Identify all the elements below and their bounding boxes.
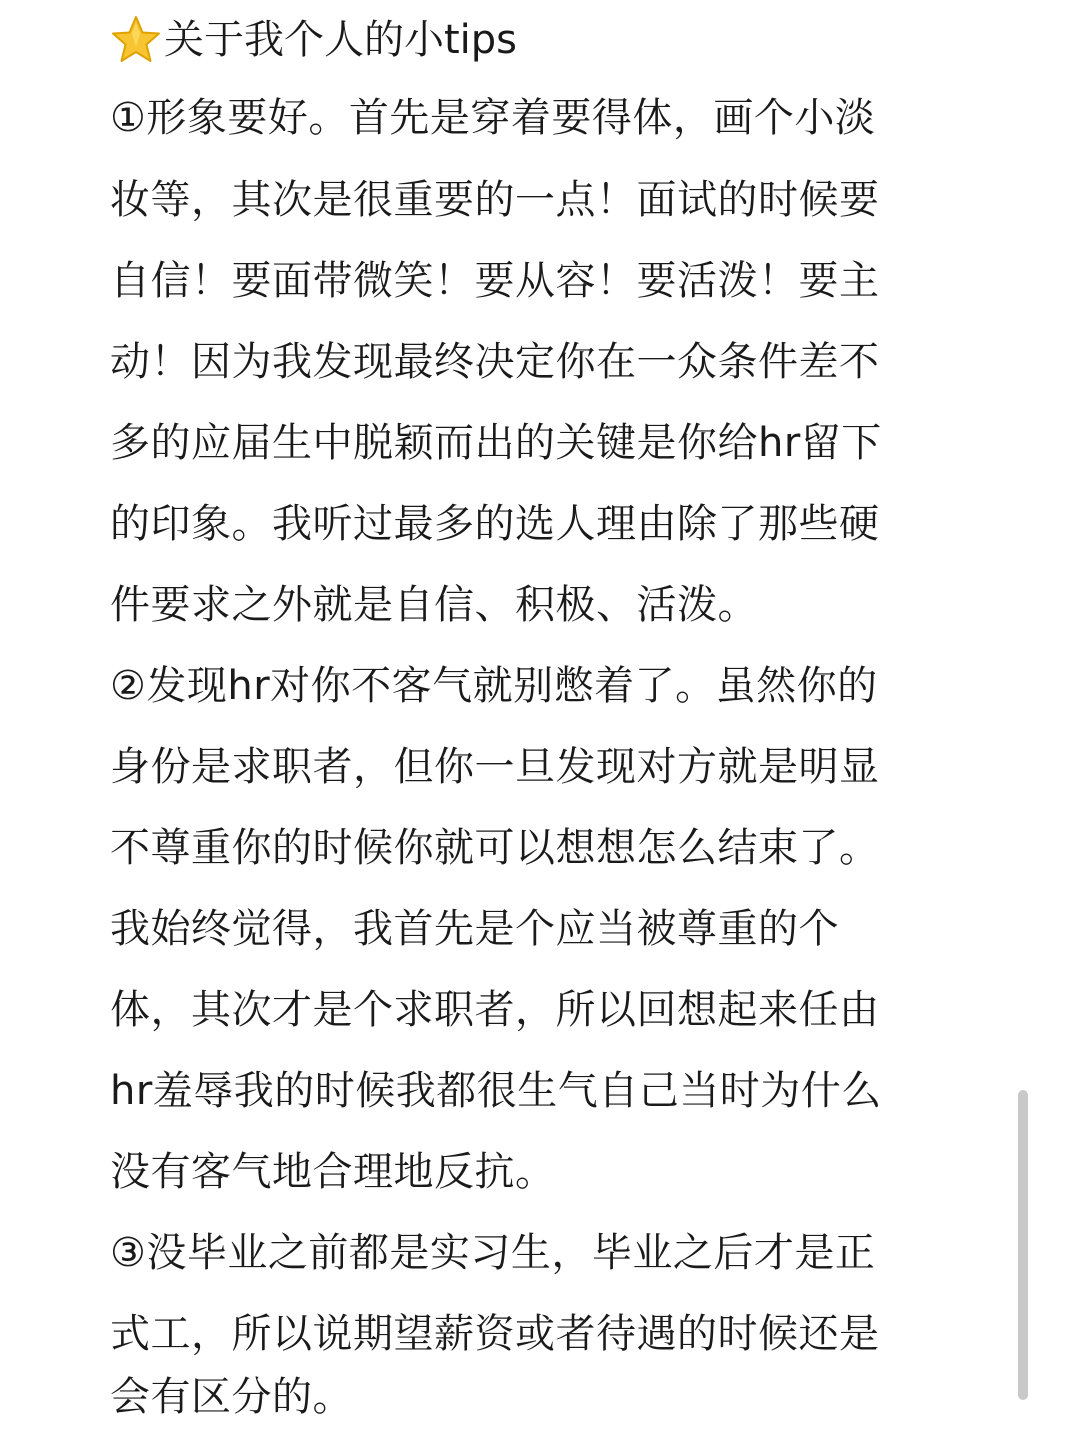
text-line: 没有客气地合理地反抗。 bbox=[110, 1149, 556, 1195]
text-line: ③没毕业之前都是实习生，毕业之后才是正 bbox=[110, 1230, 876, 1276]
text-line: ①形象要好。首先是穿着要得体，画个小淡 bbox=[110, 95, 876, 141]
text-line: 妆等，其次是很重要的一点！面试的时候要 bbox=[110, 177, 880, 223]
text-line: hr羞辱我的时候我都很生气自己当时为什么 bbox=[110, 1068, 882, 1114]
text-line: 自信！要面带微笑！要从容！要活泼！要主 bbox=[110, 258, 880, 304]
text-line: 的印象。我听过最多的选人理由除了那些硬 bbox=[110, 501, 880, 547]
text-line: 动！因为我发现最终决定你在一众条件差不 bbox=[110, 339, 880, 385]
star-icon bbox=[110, 14, 162, 66]
text-line: ②发现hr对你不客气就别憋着了。虽然你的 bbox=[110, 663, 878, 709]
text-line: 不尊重你的时候你就可以想想怎么结束了。 bbox=[110, 825, 880, 871]
text-line: 身份是求职者，但你一旦发现对方就是明显 bbox=[110, 744, 880, 790]
scrollbar[interactable] bbox=[1018, 1090, 1028, 1400]
text-line: 多的应届生中脱颖而出的关键是你给hr留下 bbox=[110, 420, 882, 466]
text-line: 体，其次才是个求职者，所以回想起来任由 bbox=[110, 987, 880, 1033]
text-line: 件要求之外就是自信、积极、活泼。 bbox=[110, 582, 758, 628]
note-title bbox=[110, 10, 517, 70]
text-line: 我始终觉得，我首先是个应当被尊重的个 bbox=[110, 906, 839, 952]
note-title-text: 关于我个人的小tips bbox=[164, 17, 518, 63]
text-line: 式工，所以说期望薪资或者待遇的时候还是 bbox=[110, 1311, 880, 1357]
text-line: 会有区分的。 bbox=[110, 1374, 353, 1420]
